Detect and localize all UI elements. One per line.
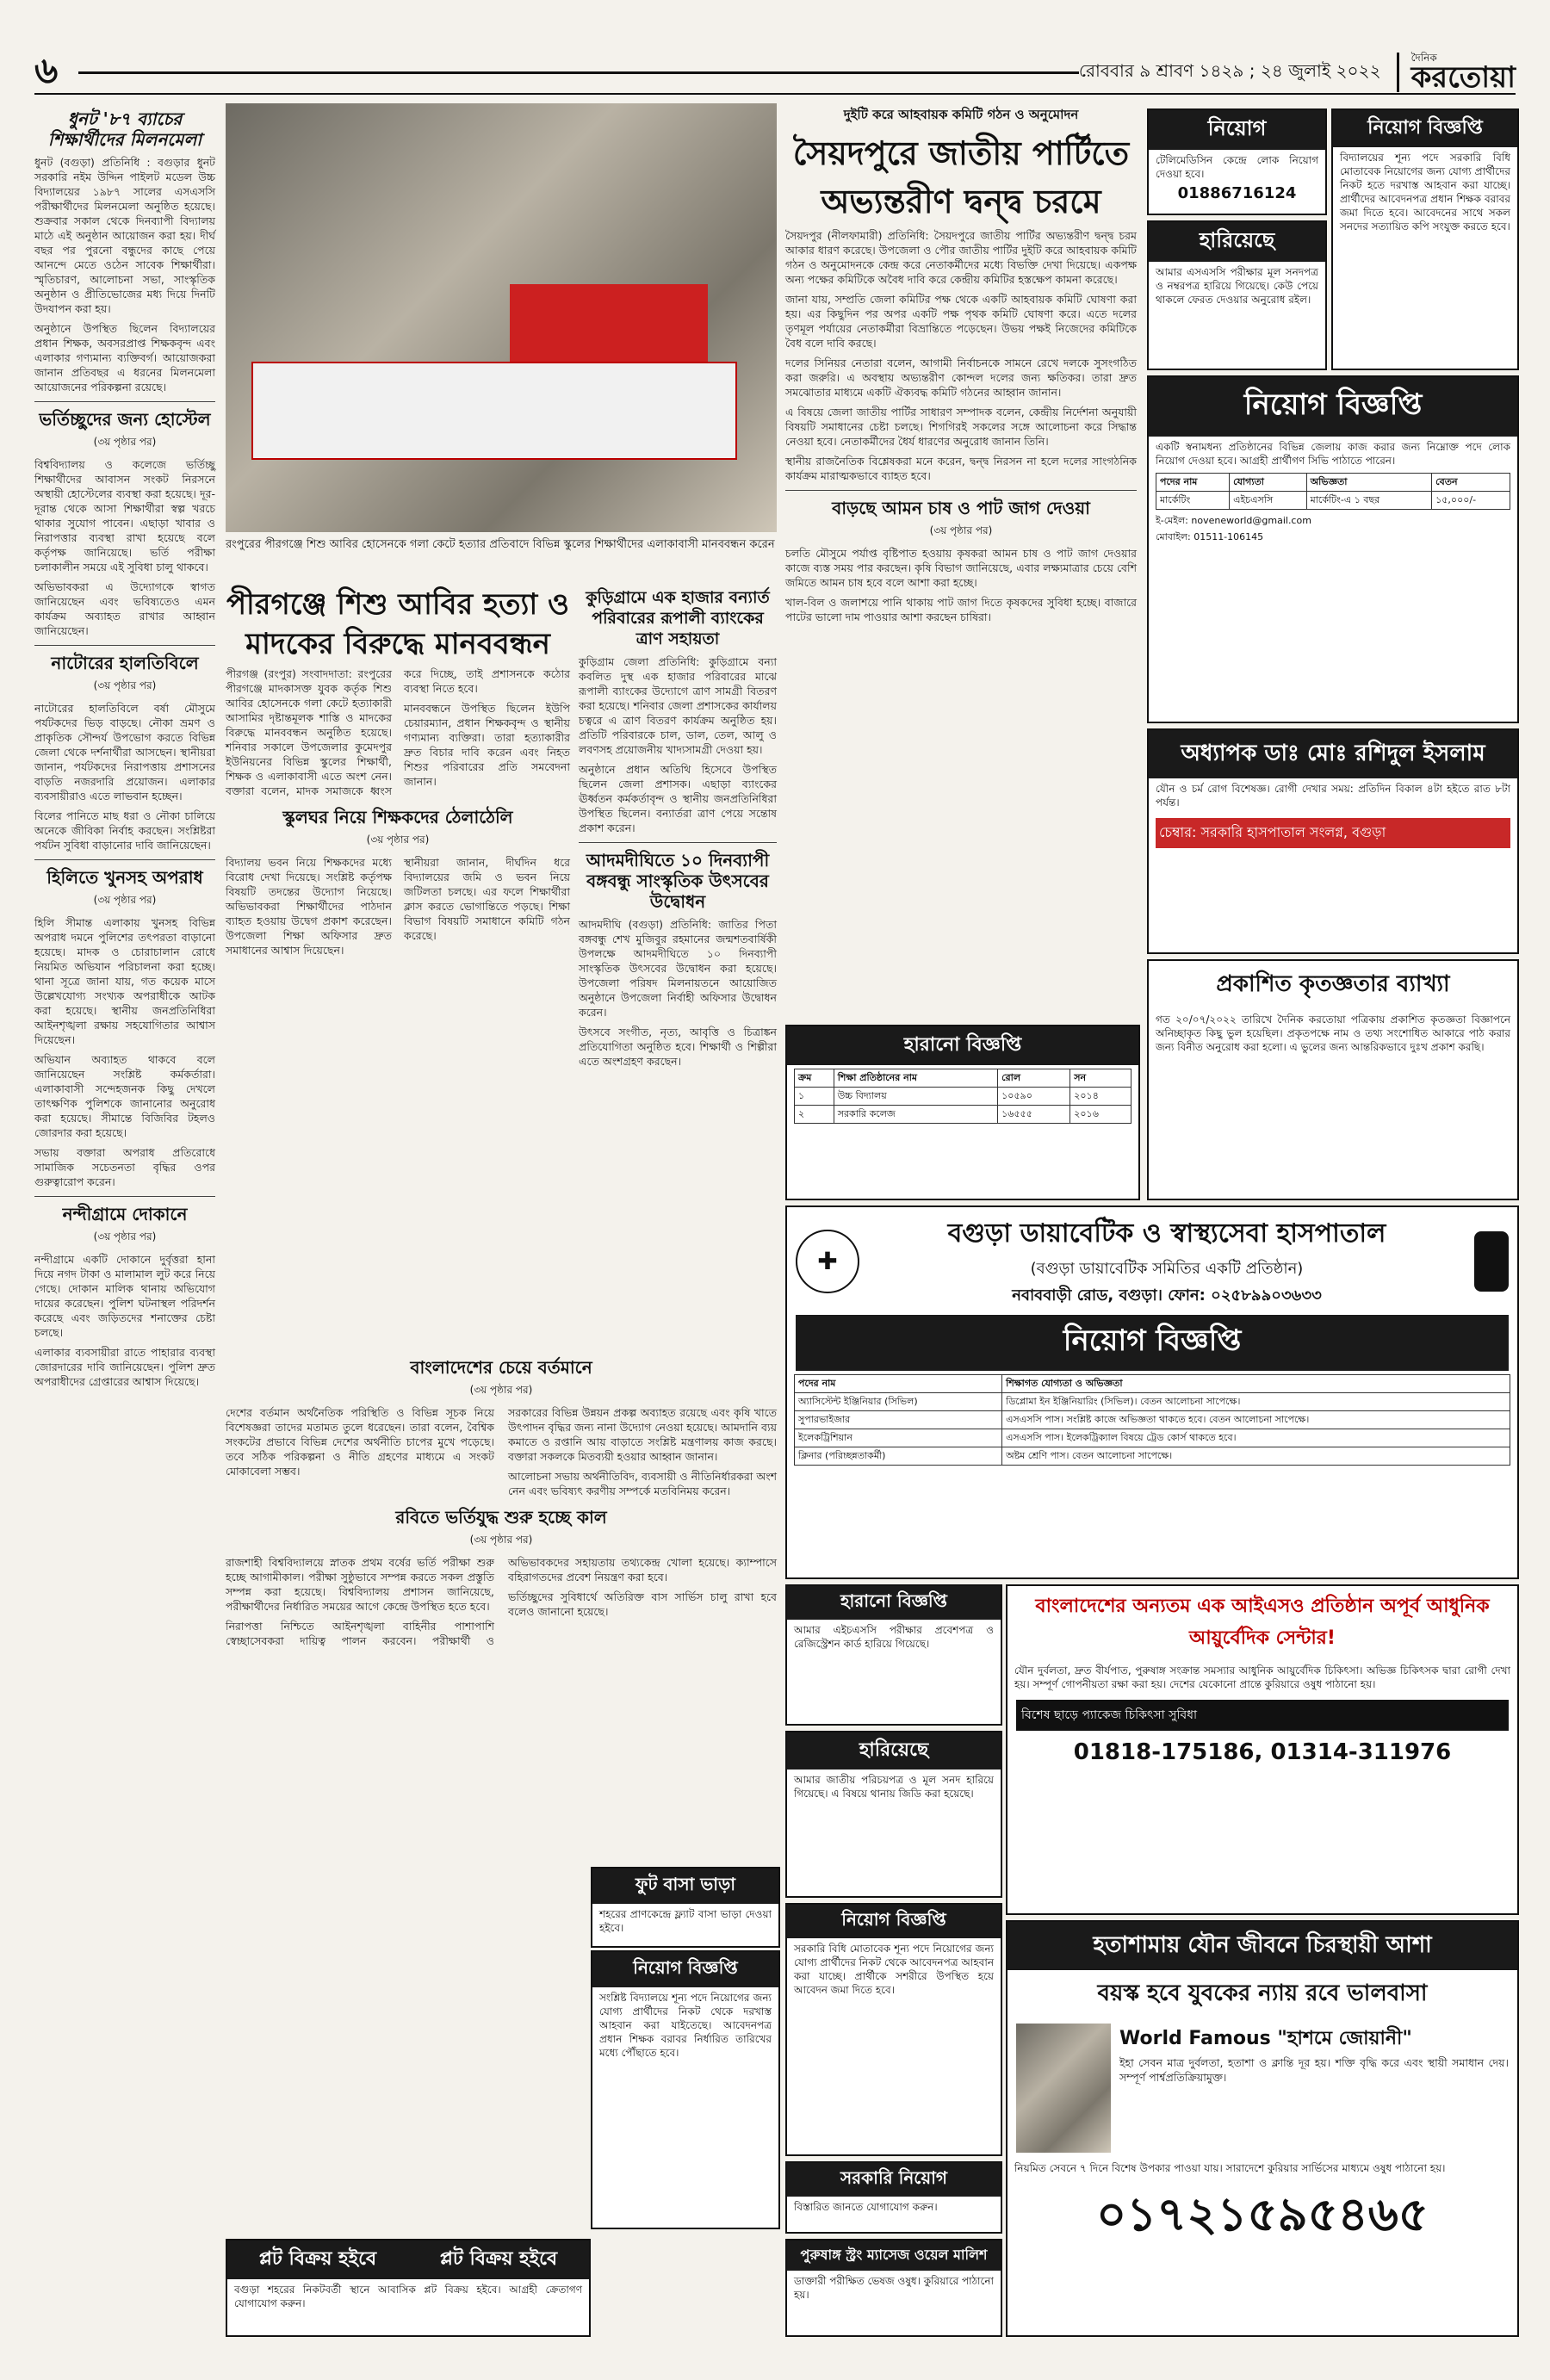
herbal-medicine-ad: [1006, 1920, 1519, 2337]
job-ad-small-1: [591, 1950, 780, 2229]
headline-nandigram: নন্দীগ্রামে দোকানে: [62, 1204, 188, 1224]
ad-body: টেলিমেডিসিন কেন্দ্রে লোক নিয়োগ দেওয়া হবে।: [1156, 154, 1318, 180]
continued-note: (৩য় পৃষ্ঠার পর): [366, 834, 430, 846]
divider: [785, 490, 1137, 491]
article-body: পীরগঞ্জ (রংপুর) সংবাদদাতা: রংপুরের পীরগঞ্জে মাদকাসক্ত যুবক কর্তৃক শিশু আবির হোসেনকে গলা কেটে হত্যাকারী আসামির দৃষ্টান্তমূলক শাস্তি ও মাদকের বিরুদ্ধে মানববন্ধন অনুষ্ঠিত হয়েছে। শনিবার সকালে উপজেলার কুমেদপুর ইউনিয়নের বিভিন্ন স্কুলের শিক্ষার্থী, শিক্ষক ও এলাকাবাসী এতে অংশ নেন। বক্তারা বলেন, মাদক সমাজকে ধ্বংস করে দিচ্ছে, তাই প্রশাসনকে কঠোর ব্যবস্থা নিতে হবে। মানববন্ধনে উপস্থিত ছিলেন ইউপি চেয়ারম্যান, প্রধান শিক্ষকবৃন্দ ও স্থানীয় গণ্যমান্য ব্যক্তিরা। তারা হত্যাকারীর দ্রুত বিচার দাবি করেন এবং নিহত শিশুর পরিবারের প্রতি সমবেদনা জানান।: [226, 667, 570, 797]
job-ad-2: [1331, 108, 1519, 370]
ad-body: আমার এসএসসি পরীক্ষার মূল সনদপত্র ও নম্বরপত্র হারিয়ে গিয়েছে। কেউ পেয়ে থাকলে ফেরত দেওয়ার অনুরোধ রইল।: [1156, 266, 1318, 306]
ad-body: ডাক্তারী পরীক্ষিত ভেষজ ওষুধ। কুরিয়ারে পাঠানো হয়।: [794, 2275, 994, 2301]
article-body: রাজশাহী বিশ্ববিদ্যালয়ে স্নাতক প্রথম বর্ষের ভর্তি পরীক্ষা শুরু হচ্ছে আগামীকাল। পরীক্ষা সুষ্ঠুভাবে সম্পন্ন করতে সকল প্রস্তুতি সম্পন্ন করা হয়েছে। বিশ্ববিদ্যালয় প্রশাসন জানিয়েছে, পরীক্ষার্থীদের নির্ধারিত সময়ের আগে কেন্দ্রে উপস্থিত হতে হবে। নিরাপত্তা নিশ্চিতে আইনশৃঙ্খলা বাহিনীর পাশাপাশি স্বেচ্ছাসেবকরা দায়িত্ব পালন করবেন। পরীক্ষার্থী ও অভিভাবকদের সহায়তায় তথ্যকেন্দ্র খোলা হয়েছে। ক্যাম্পাসে বহিরাগতদের প্রবেশ নিয়ন্ত্রণ করা হবে। ভর্তিচ্ছুদের সুবিধার্থে অতিরিক্ত বাস সার্ভিস চালু রাখা হবে বলেও জানানো হয়েছে।: [226, 1556, 777, 1647]
email-line: ই-মেইল: noveneworld@gmail.com: [1156, 515, 1311, 526]
mobile-line: মোবাইল: 01511-106145: [1156, 531, 1264, 542]
article-body: চলতি মৌসুমে পর্যাপ্ত বৃষ্টিপাত হওয়ায় কৃষকরা আমন চাষ ও পাট জাগ দেওয়ার কাজে ব্যস্ত সময় পার করছেন। কৃষি বিভাগ জানিয়েছে, এবার লক্ষ্যমাত্রার চেয়ে বেশি জমিতে আমন চাষ হবে বলে আশা করা হচ্ছে। খাল-বিল ও জলাশয়ে পানি থাকায় পাট জাগ দিতে কৃষকদের সুবিধা হচ্ছে। বাজারে পাটের ভালো দাম পাওয়ার আশা করছেন চাষিরা।: [785, 547, 1137, 623]
doctor-ad: [1147, 728, 1519, 954]
headline-aman: বাড়ছে আমন চাষ ও পাট জাগ দেওয়া: [832, 498, 1090, 518]
date-line: রোববার ৯ শ্রাবণ ১৪২৯ ; ২৪ জুলাই ২০২২: [1078, 59, 1381, 81]
article-body: ধুনট (বগুড়া) প্রতিনিধি : বগুড়ার ধুনট সরকারি নইম উদ্দিন পাইলট মডেল উচ্চ বিদ্যালয়ের ১৯৮৭ সালের এসএসসি পরীক্ষার্থীদের মিলনমেলা অনুষ্ঠিত হয়েছে। শুক্রবার সকাল থেকে দিনব্যাপী বিদ্যালয় মাঠে এই অনুষ্ঠান আয়োজন করা হয়। দীর্ঘ বছর পর পুরনো বন্ধুদের কাছে পেয়ে আনন্দে মেতে ওঠেন সাবেক শিক্ষার্থীরা। স্মৃতিচারণ, আলোচনা সভা, সাংস্কৃতিক অনুষ্ঠান ও প্রীতিভোজের মধ্য দিয়ে দিনটি উদযাপন করা হয়। অনুষ্ঠানে উপস্থিত ছিলেন বিদ্যালয়ের প্রধান শিক্ষক, অবসরপ্রাপ্ত শিক্ষকবৃন্দ এবং এলাকার গণ্যমান্য ব্যক্তিবর্গ। আয়োজকরা জানান প্রতিবছর এ ধরনের মিলনমেলা আয়োজনের পরিকল্পনা রয়েছে।: [34, 156, 215, 394]
kicker: দুইটি করে আহবায়ক কমিটি গঠন ও অনুমোদন: [843, 107, 1079, 122]
ad-body: আমার এইচএসসি পরীক্ষার প্রবেশপত্র ও রেজিস্ট্রেশন কার্ড হারিয়ে গিয়েছে।: [794, 1624, 994, 1650]
hospital-job-table: পদের নাম শিক্ষাগত যোগ্যতা ও অভিজ্ঞতা অ্যাসিস্টেন্ট ইঞ্জিনিয়ার (সিভিল) ডিপ্লোমা ইন ইঞ্জিনিয়ারিং (সিভিল)। বেতন আলোচনা সাপেক্ষে। সুপারভাইজার এসএসসি পাস। সংশ্লিষ্ট কাজে অভিজ্ঞতা থাকতে হবে। বেতন আলোচনা সাপেক্ষে। ইলেকট্রিশিয়ান এসএসসি পাস। ইলেকট্রিক্যাল বিষয়ে ট্রেড কোর্স থাকতে হবে। ক্লিনার (পরিচ্ছন্নতাকর্মী) অষ্টম শ্রেণি পাস। বেতন আলোচনা সাপেক্ষে।: [794, 1374, 1510, 1466]
house-rent-ad: [591, 1867, 780, 1948]
missing-title: হারিয়েছে: [787, 1732, 1001, 1770]
headline-adamdighi: আদমদীঘিতে ১০ দিনব্যাপী বঙ্গবন্ধু সাংস্কৃতিক উৎসবের উদ্বোধন: [586, 850, 770, 912]
lost-title: হারানো বিজ্ঞপ্তি: [787, 1586, 1001, 1620]
clinic-headline: বাংলাদেশের অন্যতম এক আইএসও প্রতিষ্ঠান অপূর্ব আধুনিক আয়ুর্বেদিক সেন্টার!: [1035, 1596, 1490, 1649]
massage-oil-ad: [785, 2239, 1002, 2337]
traffic-light-icon: [1474, 1231, 1509, 1292]
job-table: পদের নাম যোগ্যতা অভিজ্ঞতা বেতন মার্কেটিং এইচএসসি মার্কেটিং-এ ১ বছর ১৫,০০০/-: [1156, 473, 1510, 510]
protest-banner: [251, 362, 737, 460]
headline-flood: কুড়িগ্রামে এক হাজার বন্যার্ত পরিবারের রূপালী ব্যাংকের ত্রাণ সহায়তা: [586, 588, 770, 648]
clinic-phones: 01818-175186, 01314-311976: [1073, 1739, 1452, 1765]
plot-title-2: প্লট বিক্রয় হইবে: [439, 2248, 558, 2270]
plot-ad-title: [227, 2241, 589, 2279]
ad-body: বিদ্যালয়ের শূন্য পদে সরকারি বিধি মোতাবেক নিয়োগের জন্য যোগ্য প্রার্থীদের নিকট হতে দরখাস্ত আহবান করা যাচ্ছে। প্রার্থীদের আবেদনপত্র প্রধান শিক্ষক বরাবর জমা দিতে হবে। আবেদনের সাথে সকল সনদের সত্যায়িত কপি সংযুক্ত করতে হবে।: [1340, 152, 1510, 232]
ad-body: নিয়মিত সেবনে ৭ দিনে বিশেষ উপকার পাওয়া যায়। সারাদেশে কুরিয়ার সার্ভিসের মাধ্যমে ওষুধ পাঠানো হয়।: [1014, 2162, 1446, 2174]
job-ad-small-2: [785, 1903, 1002, 2156]
job-ad-title: নিয়োগ: [1149, 110, 1325, 150]
continued-note: (৩য় পৃষ্ঠার পর): [93, 679, 157, 691]
missing-title: হারিয়েছে: [1149, 222, 1325, 262]
masthead-title: করতোয়া: [1410, 60, 1516, 95]
continued-note: (৩য় পৃষ্ঠার পর): [469, 1384, 533, 1396]
massage-title: পুরুষাঙ্গ স্ট্রং ম্যাসেজ ওয়েল মালিশ: [787, 2241, 1001, 2271]
ad-body: গত ২০/০৭/২০২২ তারিখে দৈনিক করতোয়া পত্রিকায় প্রকাশিত কৃতজ্ঞতা বিজ্ঞাপনে অনিচ্ছাকৃত কিছু ভুল হয়েছিল। প্রকৃতপক্ষে নাম ও তথ্য সংশোধিত আকারে পাঠ করার জন্য বিনীত অনুরোধ করা হলো। এ ভুলের জন্য আন্তরিকভাবে দুঃখ প্রকাশ করছি।: [1156, 1013, 1510, 1053]
job-ad-phone: 01886716124: [1177, 184, 1297, 202]
doctor-photo: [1016, 2024, 1111, 2153]
article-body: বিদ্যালয় ভবন নিয়ে শিক্ষকদের মধ্যে বিরোধ দেখা দিয়েছে। সংশ্লিষ্ট কর্তৃপক্ষ বিষয়টি তদন্তের উদ্যোগ নিয়েছে। অভিভাবকরা শিক্ষার্থীদের পাঠদান ব্যাহত হওয়ায় উদ্বেগ প্রকাশ করেছেন। উপজেলা শিক্ষা অফিসার দ্রুত সমাধানের আশ্বাস দিয়েছেন। স্থানীয়রা জানান, দীর্ঘদিন ধরে বিদ্যালয়ের জমি ও ভবন নিয়ে জটিলতা চলছে। এর ফলে শিক্ষার্থীরা ক্লাস করতে ভোগান্তিতে পড়ছে। শিক্ষা বিভাগ বিষয়টি সমাধানে কমিটি গঠন করেছে।: [226, 856, 570, 957]
divider: [579, 842, 777, 843]
headline-dhunat: ধুনট '৮৭ ব্যাচের শিক্ষার্থীদের মিলনমেলা: [47, 108, 202, 150]
lost-table: ক্রম শিক্ষা প্রতিষ্ঠানের নাম রোল সন ১ উচ্চ বিদ্যালয় ১০৫৯০ ২০১৪ ২ সরকারি কলেজ ১৬৫৫৫ ২০১৬: [794, 1069, 1132, 1124]
lost-notice-1: [785, 1025, 1140, 1200]
continued-note: (৩য় পৃষ্ঠার পর): [93, 894, 157, 906]
article-body: বিশ্ববিদ্যালয় ও কলেজে ভর্তিচ্ছু শিক্ষার্থীদের আবাসন সংকট নিরসনে অস্থায়ী হোস্টেলের ব্যবস্থা করা হয়েছে। দূর-দূরান্ত থেকে আসা শিক্ষার্থীরা স্বল্প খরচে থাকার সুযোগ পাবেন। এছাড়া খাবার ও নিরাপত্তার ব্যবস্থা রাখা হয়েছে বলে কর্তৃপক্ষ জানিয়েছে। ভর্তি পরীক্ষা চলাকালীন সময়ে এই সুবিধা চালু থাকবে। অভিভাবকরা এ উদ্যোগকে স্বাগত জানিয়েছেন এবং ভবিষ্যতেও এমন কার্যক্রম অব্যাহত রাখার আহ্বান জানিয়েছেন।: [34, 458, 215, 637]
hospital-subtitle: (বগুড়া ডায়াবেটিক সমিতির একটি প্রতিষ্ঠান): [1030, 1260, 1304, 1278]
headline-1: সৈয়দপুরে জাতীয় পার্টিতে: [792, 134, 1130, 172]
ad-body: সংশ্লিষ্ট বিদ্যালয়ে শূন্য পদে নিয়োগের জন্য যোগ্য প্রার্থীদের নিকট থেকে দরখাস্ত আহবান করা যাইতেছে। আবেদনপত্র প্রধান শিক্ষক বরাবর নির্ধারিত তারিখের মধ্যে পৌঁছাতে হবে।: [599, 1992, 772, 2059]
continued-note: (৩য় পৃষ্ঠার পর): [469, 1534, 533, 1546]
hospital-title: বগুড়া ডায়াবেটিক ও স্বাস্থ্যসেবা হাসপাতাল: [947, 1218, 1386, 1249]
headline-2: অভ্যন্তরীণ দ্বন্দ্ব চরমে: [821, 183, 1101, 220]
protest-banner-red: [510, 284, 708, 362]
flood-story: [579, 582, 777, 1074]
divider: [34, 1196, 215, 1197]
left-column: [34, 103, 215, 1394]
photo-caption: রংপুরের পীরগঞ্জে শিশু আবির হোসেনকে গলা কেটে হত্যার প্রতিবাদে বিভিন্ন স্কুলের শিক্ষার্থীদের এলাকাবাসী মানববন্ধন করেন: [226, 538, 775, 551]
divider: [34, 401, 215, 402]
world-famous: World Famous "হাশমে জোয়ানী": [1119, 2028, 1412, 2049]
hospital-header: [787, 1207, 1517, 1315]
clinic-offer-strip: বিশেষ ছাড়ে প্যাকেজ চিকিৎসা সুবিধা: [1016, 1700, 1509, 1731]
article-body: নাটোরের হালতিবিলে বর্ষা মৌসুমে পর্যটকদের ভিড় বাড়ছে। নৌকা ভ্রমণ ও প্রাকৃতিক সৌন্দর্য উপভোগ করতে বিভিন্ন জেলা থেকে দর্শনার্থীরা আসছেন। স্থানীয়রা জানান, পর্যটকদের নিরাপত্তায় প্রশাসনের বাড়তি নজরদারি প্রয়োজন। এলাকার ব্যবসায়ীরাও এতে লাভবান হচ্ছেন। বিলের পানিতে মাছ ধরা ও নৌকা চালিয়ে অনেকে জীবিকা নির্বাহ করছেন। সংশ্লিষ্টরা পর্যটন সুবিধা বাড়ানোর দাবি জানিয়েছেন।: [34, 702, 215, 852]
article-body: হিলি সীমান্ত এলাকায় খুনসহ বিভিন্ন অপরাধ দমনে পুলিশের তৎপরতা বাড়ানো হয়েছে। মাদক ও চোরাচালান রোধে নিয়মিত অভিযান পরিচালনা করা হচ্ছে। থানা সূত্রে জানা যায়, গত কয়েক মাসে উল্লেখযোগ্য সংখ্যক অপরাধীকে আটক করা হয়েছে। স্থানীয় জনপ্রতিনিধিরা আইনশৃঙ্খলা রক্ষায় সহযোগিতার আশ্বাস দিয়েছেন। অভিযান অব্যাহত থাকবে বলে জানিয়েছেন সংশ্লিষ্ট কর্মকর্তারা। এলাকাবাসী সন্দেহজনক কিছু দেখলে তাৎক্ষণিক পুলিশকে জানানোর অনুরোধ করা হয়েছে। সীমান্তে বিজিবির টহলও জোরদার করা হয়েছে। সভায় বক্তারা অপরাধ প্রতিরোধে সামাজিক সচেতনতা বৃদ্ধির ওপর গুরুত্বারোপ করেন।: [34, 916, 215, 1188]
doctor-title: অধ্যাপক ডাঃ মোঃ রশিদুল ইসলাম: [1149, 730, 1517, 778]
hospital-ad: [785, 1205, 1519, 1579]
article-body: আদমদীঘি (বগুড়া) প্রতিনিধি: জাতির পিতা বঙ্গবন্ধু শেখ মুজিবুর রহমানের জন্মশতবার্ষিকী উপলক্ষে আদমদীঘিতে ১০ দিনব্যাপী সাংস্কৃতিক উৎসবের উদ্বোধন করা হয়েছে। উপজেলা পরিষদ মিলনায়তনে আয়োজিত অনুষ্ঠানে উপজেলা নির্বাহী অফিসার উদ্বোধন করেন। উৎসবে সংগীত, নৃত্য, আবৃত্তি ও চিত্রাঙ্কন প্রতিযোগিতা অনুষ্ঠিত হবে। শিক্ষার্থী ও শিল্পীরা এতে অংশগ্রহণ করছেন।: [579, 918, 777, 1068]
ayurvedic-clinic-ad: [1006, 1584, 1519, 1915]
continued-note: (৩য় পৃষ্ঠার পর): [93, 1230, 157, 1243]
masthead: [1397, 52, 1516, 95]
job-ad-title: নিয়োগ বিজ্ঞপ্তি: [787, 1905, 1001, 1938]
herbal-title-1: হতাশামায় যৌন জীবনে চিরস্থায়ী আশা: [1008, 1922, 1517, 1970]
job-ad-1: [1147, 108, 1327, 215]
protest-photo: [226, 103, 777, 532]
headline-bangladesh: বাংলাদেশের চেয়ে বর্তমানে: [410, 1357, 592, 1378]
article-body: দেশের বর্তমান অর্থনৈতিক পরিস্থিতি ও বিভিন্ন সূচক নিয়ে বিশেষজ্ঞরা তাদের মতামত তুলে ধরেছেন। তারা বলেন, বৈশ্বিক সংকটের প্রভাবে বিভিন্ন দেশের অর্থনীতি চাপের মুখে পড়েছে। তবে সঠিক পরিকল্পনা ও নীতি গ্রহণের মাধ্যমে এ সংকট মোকাবেলা সম্ভব। সরকারের বিভিন্ন উন্নয়ন প্রকল্প অব্যাহত রয়েছে এবং কৃষি খাতে উৎপাদন বৃদ্ধির জন্য নানা উদ্যোগ নেওয়া হয়েছে। আমদানি ব্যয় কমাতে ও রপ্তানি আয় বাড়াতে সংশ্লিষ্ট মন্ত্রণালয় কাজ করছে। বক্তারা সকলকে মিতব্যয়ী হওয়ার আহ্বান জানান। আলোচনা সভায় অর্থনীতিবিদ, ব্যবসায়ী ও নীতিনির্ধারকরা অংশ নেন এবং ভবিষ্যৎ করণীয় সম্পর্কে মতবিনিময় করেন।: [226, 1406, 777, 1497]
plot-title-1: প্লট বিক্রয় হইবে: [258, 2248, 377, 2270]
ad-body: যৌন দুর্বলতা, দ্রুত বীর্যপাত, পুরুষাঙ্গ সংক্রান্ত সমস্যার আধুনিক আয়ুর্বেদিক চিকিৎসা। অভিজ্ঞ চিকিৎসক দ্বারা রোগী দেখা হয়। সম্পূর্ণ গোপনীয়তা রক্ষা করা হয়। দেশের যেকোনো প্রান্তে কুরিয়ারে ওষুধ পাঠানো হয়।: [1014, 1664, 1510, 1690]
continued-note: (৩য় পৃষ্ঠার পর): [929, 524, 993, 536]
hospital-job-title: নিয়োগ বিজ্ঞপ্তি: [796, 1315, 1509, 1371]
continued-note: (৩য় পৃষ্ঠার পর): [93, 436, 157, 448]
ad-body: একটি স্বনামধন্য প্রতিষ্ঠানের বিভিন্ন জেলায় কাজ করার জন্য নিম্নোক্ত পদে লোক নিয়োগ দেওয়া হবে। আগ্রহী প্রার্থীগণ সিভি পাঠাতে পারেন। পদের নাম যোগ্যতা অভিজ্ঞতা বেতন মার্কেটিং এইচএসসি মার্কেটিং-এ ১ বছর ১৫,০০০/-: [1149, 437, 1517, 513]
ad-body: [787, 1065, 1138, 1127]
article-body: কুড়িগ্রাম জেলা প্রতিনিধি: কুড়িগ্রামে বন্যা কবলিত দুস্থ এক হাজার পরিবারের মাঝে রূপালী ব্যাংকের উদ্যোগে ত্রাণ সামগ্রী বিতরণ করা হয়েছে। শনিবার জেলা প্রশাসকের কার্যালয় চত্বরে এ ত্রাণ বিতরণ কার্যক্রম অনুষ্ঠিত হয়। প্রতিটি পরিবারকে চাল, ডাল, তেল, আলু ও লবণসহ প্রয়োজনীয় খাদ্যসামগ্রী দেওয়া হয়। অনুষ্ঠানে প্রধান অতিথি হিসেবে উপস্থিত ছিলেন জেলা প্রশাসক। এছাড়া ব্যাংকের ঊর্ধ্বতন কর্মকর্তাবৃন্দ ও স্থানীয় জনপ্রতিনিধিরা উপস্থিত ছিলেন। বন্যার্তরা ত্রাণ পেয়ে সন্তোষ প্রকাশ করেন।: [579, 655, 777, 834]
divider: [34, 859, 215, 860]
hospital-title-block: [859, 1212, 1474, 1310]
center-lower: [226, 1352, 777, 1648]
herbal-text: [1119, 2024, 1509, 2153]
lead-headline-2: মাদকের বিরুদ্ধে মানববন্ধন: [245, 627, 550, 661]
ad-body: বগুড়া শহরের নিকটবর্তী স্থানে আবাসিক প্লট বিক্রয় হইবে। আগ্রহী ক্রেতাগণ যোগাযোগ করুন।: [234, 2284, 582, 2309]
hospital-address: নবাববাড়ী রোড, বগুড়া। ফোন: ০২৫৮৯৯০৩৬৩৩: [1012, 1286, 1322, 1305]
job-ad-title: নিয়োগ বিজ্ঞপ্তি: [592, 1952, 778, 1987]
lead-story: [226, 582, 570, 958]
fut-title: ফুট বাসা ভাড়া: [592, 1869, 778, 1904]
final-phone: ০১৭২১৫৯৫৪৬৫: [1096, 2187, 1429, 2241]
article-body: সৈয়দপুর (নীলফামারী) প্রতিনিধি: সৈয়দপুরে জাতীয় পার্টির অভ্যন্তরীণ দ্বন্দ্ব চরম আকার ধারণ করেছে। উপজেলা ও পৌর জাতীয় পার্টির দুইটি করে আহবায়ক কমিটি গঠন ও অনুমোদনকে কেন্দ্র করে নেতাকর্মীদের মধ্যে বিভক্তি দেখা দিয়েছে। একপক্ষ অন্য পক্ষের কমিটিকে অবৈধ দাবি করে কেন্দ্রীয় কমিটির হস্তক্ষেপ কামনা করেছে। জানা যায়, সম্প্রতি জেলা কমিটির পক্ষ থেকে একটি আহবায়ক কমিটি ঘোষণা করা হয়। এর কিছুদিন পর অপর একটি পক্ষ পৃথক কমিটি ঘোষণা করে। এতে দলের তৃণমূল পর্যায়ের নেতাকর্মীরা বিভ্রান্তিতে পড়েছেন। উভয় পক্ষই নিজেদের কমিটিকে বৈধ বলে দাবি করছে। দলের সিনিয়র নেতারা বলেন, আগামী নির্বাচনকে সামনে রেখে দলকে সুসংগঠিত করা জরুরি। এ অবস্থায় অভ্যন্তরীণ কোন্দল দলের জন্য ক্ষতিকর। তারা দ্রুত সমঝোতার মাধ্যমে একটি ঐক্যবদ্ধ কমিটি গঠনের আহ্বান জানান। এ বিষয়ে জেলা জাতীয় পার্টির সাধারণ সম্পাদক বলেন, কেন্দ্রীয় নির্দেশনা অনুযায়ী বিষয়টি সমাধানের চেষ্টা চলছে। শিগগিরই সকলের সঙ্গে আলোচনা করে সিদ্ধান্ত নেওয়া হবে। নেতাকর্মীদের ধৈর্য ধারণের অনুরোধ জানান তিনি। স্থানীয় রাজনৈতিক বিশ্লেষকরা মনে করেন, দ্বন্দ্ব নিরসন না হলে দলের সাংগঠনিক কার্যক্রম মারাত্মকভাবে ব্যাহত হবে।: [785, 229, 1137, 482]
herbal-body: [1008, 2018, 1517, 2158]
clarification-title: প্রকাশিত কৃতজ্ঞতার ব্যাখ্যা: [1216, 971, 1450, 997]
page-number: ৬: [34, 48, 59, 91]
ad-body: ইহা সেবন মাত্র দুর্বলতা, হতাশা ও ক্লান্তি দূর হয়। শক্তি বৃদ্ধি করে এবং স্থায়ী সমাধান দেয়। সম্পূর্ণ পার্শ্বপ্রতিক্রিয়ামুক্ত।: [1119, 2056, 1509, 2084]
doctor-chamber-strip: চেম্বার: সরকারি হাসপাতাল সংলগ্ন, বগুড়া: [1156, 818, 1510, 848]
ad-body: শহরের প্রাণকেন্দ্রে ফ্ল্যাট বাসা ভাড়া দেওয়া হইবে।: [599, 1908, 772, 1934]
ad-body: যৌন ও চর্ম রোগ বিশেষজ্ঞ। রোগী দেখার সময়: প্রতিদিন বিকাল ৪টা হইতে রাত ৮টা পর্যন্ত।: [1156, 783, 1510, 809]
headline-school: স্কুলঘর নিয়ে শিক্ষকদের ঠেলাঠেলি: [282, 807, 513, 827]
ad-body: বিস্তারিত জানতে যোগাযোগ করুন।: [794, 2201, 938, 2213]
lost-notice-2: [785, 1584, 1002, 1726]
headline-natore: নাটোরের হালতিবিলে: [51, 653, 199, 673]
lead-headline-1: পীরগঞ্জে শিশু আবির হত্যা ও: [226, 587, 570, 622]
job-ad-title: নিয়োগ বিজ্ঞপ্তি: [1333, 110, 1517, 147]
job-ad-title: নিয়োগ বিজ্ঞপ্তি: [1149, 377, 1517, 437]
article-body: নন্দীগ্রামে একটি দোকানে দুর্বৃত্তরা হানা দিয়ে নগদ টাকা ও মালামাল লুট করে নিয়ে গেছে। দোকান মালিক থানায় অভিযোগ দায়ের করেছেন। পুলিশ ঘটনাস্থল পরিদর্শন করেছে এবং জড়িতদের শনাক্তের চেষ্টা চলছে। এলাকার ব্যবসায়ীরা রাতে পাহারার ব্যবস্থা জোরদারের দাবি জানিয়েছেন। পুলিশ দ্রুত অপরাধীদের গ্রেপ্তারের আশ্বাস দিয়েছে।: [34, 1253, 215, 1388]
lost-title: হারানো বিজ্ঞপ্তি: [787, 1026, 1138, 1065]
ad-body: সরকারি বিধি মোতাবেক শূন্য পদে নিয়োগের জন্য যোগ্য প্রার্থীদের নিকট থেকে আবেদনপত্র আহবান করা যাচ্ছে। প্রার্থীকে সশরীরে উপস্থিত হয়ে আবেদন জমা দিতে হবে।: [794, 1943, 994, 1996]
masthead-small: দৈনিক: [1410, 52, 1437, 64]
headline-exam: রবিতে ভর্তিযুদ্ধ শুরু হচ্ছে কাল: [395, 1507, 607, 1528]
divider: [34, 645, 215, 646]
header-rule: [78, 71, 1079, 74]
herbal-title-2: বয়স্ক হবে যুবকের ন্যায় রবে ভালবাসা: [1097, 1980, 1428, 2006]
plot-sale-ad: [226, 2239, 591, 2337]
missing-ad-1: [1147, 220, 1327, 370]
headline-hili: হিলিতে খুনসহ অপরাধ: [46, 867, 203, 888]
hospital-logo-icon: ✚: [796, 1230, 859, 1293]
missing-ad-2: [785, 1731, 1002, 1898]
right-top-story: [785, 103, 1137, 629]
govt-job-title: সরকারি নিয়োগ: [787, 2163, 1001, 2197]
ad-body: আমার জাতীয় পরিচয়পত্র ও মূল সনদ হারিয়ে গিয়েছে। এ বিষয়ে থানায় জিডি করা হয়েছে।: [794, 1774, 994, 1800]
govt-job-ad: [785, 2161, 1002, 2234]
clarification-ad: [1147, 959, 1519, 1200]
page-header: [34, 48, 1516, 95]
job-ad-big: [1147, 375, 1519, 723]
headline-hostel: ভর্তিচ্ছুদের জন্য হোস্টেল: [39, 409, 211, 430]
ad-body: [787, 1371, 1517, 1469]
